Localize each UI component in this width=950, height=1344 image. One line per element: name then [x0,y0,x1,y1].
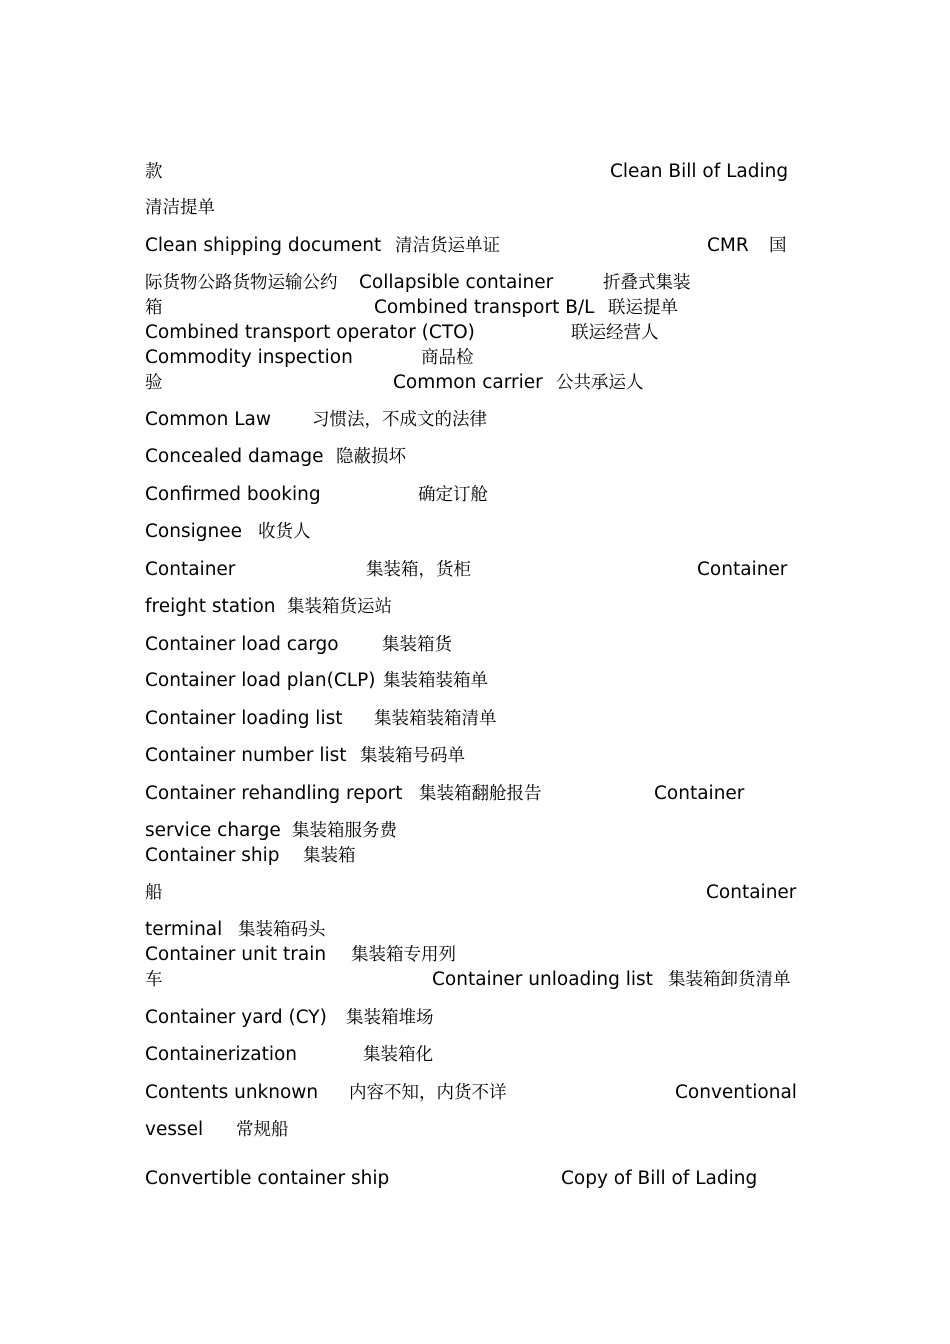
text-line [145,1005,805,1031]
text-segment: vessel [145,1119,204,1140]
text-segment: 款 [145,162,163,182]
text-segment: Container unloading list [432,969,653,990]
text-segment: 箱 [145,298,163,318]
text-segment: 集装箱装箱单 [383,671,488,691]
text-line [145,942,805,968]
text-line [145,345,805,371]
text-segment: Container [145,559,236,580]
text-line [145,1166,805,1192]
text-segment: CMR [707,235,749,256]
text-segment: Copy of Bill of Lading [561,1168,758,1189]
text-segment: Convertible container ship [145,1168,390,1189]
text-line [145,320,805,346]
text-segment: 内容不知，内货不详 [349,1083,507,1103]
text-segment: Container [697,559,788,580]
text-segment: 集装箱装箱清单 [374,709,497,729]
text-segment: Common Law [145,409,271,430]
text-segment: 习惯法，不成文的法律 [312,410,487,430]
text-line [145,370,805,396]
text-segment: 清洁提单 [145,198,215,218]
text-segment: freight station [145,596,276,617]
text-line [145,818,805,844]
text-segment: 集装箱货运站 [287,597,392,617]
text-line [145,482,805,508]
text-segment: Container number list [145,745,347,766]
text-segment: 收货人 [258,522,311,542]
text-segment: 车 [145,970,163,990]
text-segment: 公共承运人 [556,373,644,393]
text-segment: 隐蔽损坏 [336,447,406,467]
text-segment: 集装箱卸货清单 [668,970,791,990]
text-line [145,557,805,583]
text-segment: Containerization [145,1044,298,1065]
text-segment: 联运经营人 [571,323,659,343]
text-line [145,967,805,993]
text-segment: Concealed damage [145,446,324,467]
text-segment: 集装箱服务费 [292,821,397,841]
text-line [145,295,805,321]
text-segment: 际货物公路货物运输公约 [145,273,338,293]
text-segment: 集装箱化 [363,1045,433,1065]
text-segment: Combined transport B/L [374,297,595,318]
text-line [145,880,805,906]
text-line [145,270,805,296]
text-segment: 折叠式集装 [603,273,691,293]
text-segment: 集装箱堆场 [346,1008,434,1028]
text-segment: 集装箱翻舱报告 [419,784,542,804]
text-line [145,632,805,658]
text-segment: 集装箱专用列 [351,945,456,965]
text-line [145,781,805,807]
text-segment: Container load plan(CLP) [145,670,376,691]
text-segment: 联运提单 [608,298,678,318]
text-line [145,407,805,433]
text-segment: 确定订舱 [418,485,488,505]
text-segment: Commodity inspection [145,347,353,368]
text-segment: Container [654,783,745,804]
text-line [145,159,805,185]
text-segment: Clean Bill of Lading [610,161,789,182]
text-segment: 常规船 [236,1120,289,1140]
text-line [145,743,805,769]
text-segment: Conventional [675,1082,797,1103]
text-segment: 商品检 [421,348,474,368]
text-segment: Consignee [145,521,242,542]
text-segment: 船 [145,883,163,903]
text-line [145,917,805,943]
text-segment: 集装箱码头 [238,920,326,940]
text-segment: service charge [145,820,281,841]
text-line [145,1042,805,1068]
text-segment: Contents unknown [145,1082,319,1103]
text-segment: Container yard (CY) [145,1007,327,1028]
text-segment: Container loading list [145,708,343,729]
text-line [145,594,805,620]
text-segment: 集装箱货 [382,635,452,655]
text-line [145,1080,805,1106]
text-segment: Collapsible container [359,272,554,293]
text-segment: Common carrier [393,372,543,393]
text-segment: Container unit train [145,944,327,965]
text-segment: 清洁货运单证 [395,236,500,256]
text-segment: terminal [145,919,223,940]
text-line [145,233,805,259]
text-line [145,843,805,869]
text-segment: 验 [145,373,163,393]
text-line [145,444,805,470]
text-segment: Container load cargo [145,634,339,655]
text-line [145,706,805,732]
text-line [145,519,805,545]
text-segment: 国 [769,236,787,256]
text-line [145,1117,805,1143]
text-segment: Combined transport operator (CTO) [145,322,475,343]
text-segment: 集装箱，货柜 [366,560,471,580]
text-segment: 集装箱号码单 [360,746,465,766]
text-segment: Container ship [145,845,280,866]
text-line [145,195,805,221]
text-segment: Clean shipping document [145,235,382,256]
text-segment: Container [706,882,797,903]
text-segment: 集装箱 [303,846,356,866]
text-segment: Confirmed booking [145,484,321,505]
text-line [145,668,805,694]
text-segment: Container rehandling report [145,783,403,804]
